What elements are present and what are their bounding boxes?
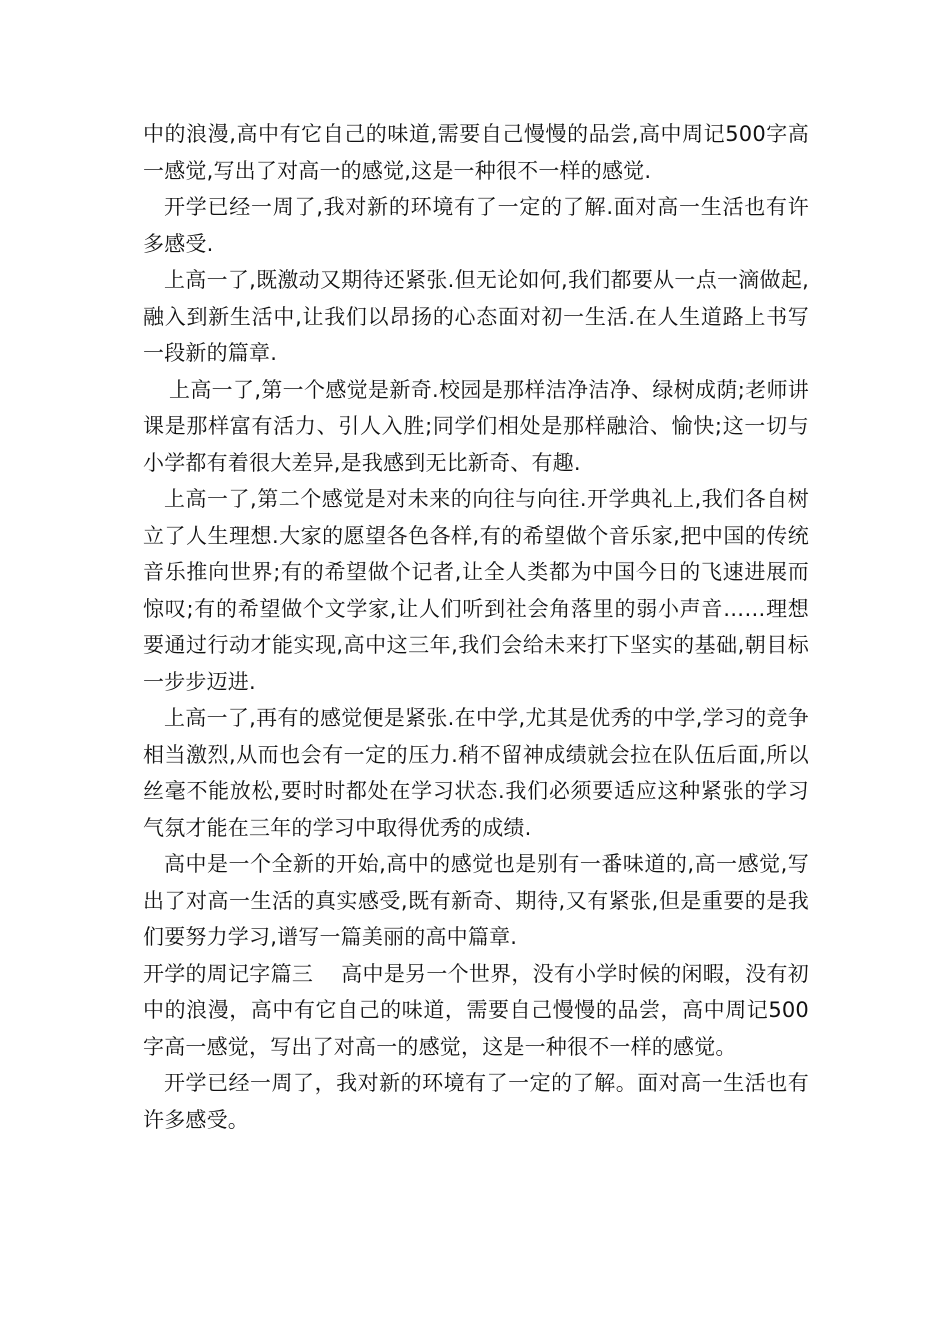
document-body (143, 116, 809, 1138)
paragraph-1: 中的浪漫,高中有它自己的味道,需要自己慢慢的品尝,高中周记500字高一感觉,写出了对高一的感觉,这是一种很不一样的感觉. (143, 122, 809, 183)
paragraph-9: 开学已经一周了，我对新的环境有了一定的了解。面对高一生活也有许多感受。 (143, 1071, 809, 1132)
paragraph-7: 高中是一个全新的开始,高中的感觉也是别有一番味道的,高一感觉,写出了对高一生活的真实感受,既有新奇、期待,又有紧张,但是重要的是我们要努力学习,谱写一篇美丽的高中篇章. (143, 852, 809, 949)
paragraph-4: 上高一了,第一个感觉是新奇.校园是那样洁净洁净、绿树成荫;老师讲课是那样富有活力、引人入胜;同学们相处是那样融洽、愉快;这一切与小学都有着很大差异,是我感到无比新奇、有趣. (143, 377, 809, 475)
paragraph-3: 上高一了,既激动又期待还紧张.但无论如何,我们都要从一点一滴做起,融入到新生活中,让我们以昂扬的心态面对初一生活.在人生道路上书写一段新的篇章. (143, 268, 809, 365)
paragraph-8: 开学的周记字篇三 高中是另一个世界，没有小学时候的闲暇，没有初中的浪漫，高中有它自己的味道，需要自己慢慢的品尝，高中周记500字高一感觉，写出了对高一的感觉，这是一种很不一样的感觉。 (143, 961, 809, 1059)
paragraph-2: 开学已经一周了,我对新的环境有了一定的了解.面对高一生活也有许多感受. (143, 195, 809, 256)
paragraph-5: 上高一了,第二个感觉是对未来的向往与向往.开学典礼上,我们各自树立了人生理想.大家的愿望各色各样,有的希望做个音乐家,把中国的传统音乐推向世界;有的希望做个记者,让全人类都为中国今日的飞速进展而惊叹;有的希望做个文学家,让人们听到社会角落里的弱小声音……理想要通过行动才能实现,高中这三年,我们会给未来打下坚实的基础,朝目标一步步迈进. (143, 487, 809, 694)
paragraph-6: 上高一了,再有的感觉便是紧张.在中学,尤其是优秀的中学,学习的竞争相当激烈,从而也会有一定的压力.稍不留神成绩就会拉在队伍后面,所以丝毫不能放松,要时时都处在学习状态.我们必须要适应这种紧张的学习气氛才能在三年的学习中取得优秀的成绩. (143, 706, 809, 840)
